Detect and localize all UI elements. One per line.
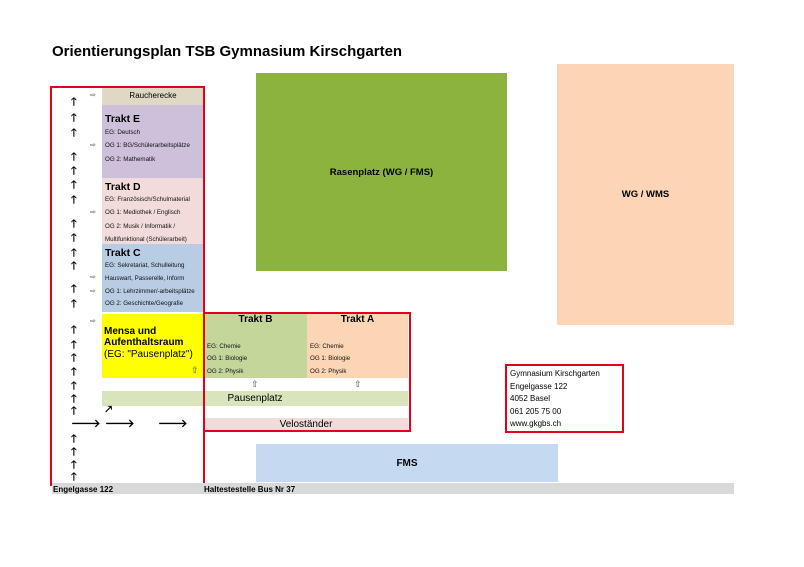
trakt-b-floor: EG: Chemie <box>207 343 241 350</box>
trakt-d-floor: EG: Französisch/Schulmaterial <box>105 196 190 203</box>
arrow-up-icon: 🡑 <box>71 218 77 230</box>
entrance-arrow-icon: ⇨ <box>90 209 96 216</box>
trakt-b-floor: OG 1: Biologie <box>207 355 248 362</box>
trakt-a-name: Trakt A <box>340 314 375 325</box>
arrow-up-icon: 🡑 <box>71 247 77 259</box>
pausenplatz-label: Pausenplatz <box>227 393 283 404</box>
arrow-right-icon: 🡒 <box>158 418 188 430</box>
entrance-arrow-icon: ⇨ <box>90 142 96 149</box>
outline-up-arrow-icon: ⇧ <box>354 379 362 389</box>
trakt-d-name: Trakt D <box>105 181 141 193</box>
trakt-c-floor: OG 1: Lehrzimmer/-arbeitsplätze <box>105 288 195 295</box>
arrow-right-icon: 🡒 <box>71 418 101 430</box>
arrow-up-icon: 🡑 <box>71 232 77 244</box>
mensa-name: Aufenthaltsraum <box>104 337 184 348</box>
arrow-up-icon: 🡑 <box>71 165 77 177</box>
arrow-up-icon: 🡑 <box>71 127 77 139</box>
trakt-b-name: Trakt B <box>238 314 273 325</box>
trakt-d-floor: OG 1: Mediothek / Englisch <box>105 209 181 216</box>
trakt-e-floor: OG 1: BG/Schülerarbeitsplätze <box>105 142 190 149</box>
address-street: Engelgasse 122 <box>510 381 568 391</box>
mensa-subtitle: (EG: "Pausenplatz") <box>104 349 193 360</box>
rasenplatz-label: Rasenplatz (WG / FMS) <box>329 166 434 178</box>
arrow-up-icon: 🡑 <box>71 366 77 378</box>
arrow-up-icon: 🡑 <box>71 446 77 458</box>
arrow-up-icon: 🡑 <box>71 471 77 483</box>
arrow-up-icon: 🡑 <box>71 298 77 310</box>
arrow-up-icon: 🡑 <box>71 405 77 417</box>
arrow-up-icon: 🡑 <box>71 112 77 124</box>
school-name: Gymnasium Kirschgarten <box>510 369 600 378</box>
arrow-up-icon: 🡑 <box>71 393 77 405</box>
arrow-up-icon: 🡑 <box>71 260 77 272</box>
arrow-up-icon: 🡑 <box>71 179 77 191</box>
address-city: 4052 Basel <box>510 394 551 403</box>
arrow-up-icon: 🡑 <box>71 283 77 295</box>
address-phone: 061 205 75 00 <box>510 406 562 416</box>
raucherecke-label: Raucherecke <box>129 91 177 100</box>
street-bar <box>52 483 734 494</box>
outline-up-arrow-icon: ⇧ <box>191 365 199 375</box>
rasenplatz-area <box>256 73 507 271</box>
page-title: Orientierungsplan TSB Gymnasium Kirschgarten <box>52 43 403 60</box>
arrow-up-icon: 🡑 <box>71 96 77 108</box>
trakt-b-floor: OG 2: Physik <box>207 368 244 375</box>
wg-wms-area <box>557 64 734 325</box>
mensa-name: Mensa und <box>104 326 157 337</box>
trakt-c-floor: Hauswart, Passerelle, Inform <box>105 275 185 282</box>
arrow-up-icon: 🡑 <box>71 352 77 364</box>
arrow-right-icon: 🡒 <box>105 418 135 430</box>
velostaender-label: Veloständer <box>279 418 333 430</box>
bus-stop-label: Haltestestelle Bus Nr 37 <box>204 485 296 494</box>
trakt-d-floor: Multifunktional (Schülerarbeit) <box>105 236 187 243</box>
trakt-a-floor: OG 1: Biologie <box>310 355 351 362</box>
route-outline-bottom <box>204 312 411 432</box>
fms-label: FMS <box>396 457 418 469</box>
arrow-up-icon: 🡑 <box>71 339 77 351</box>
arrow-up-icon: 🡑 <box>71 324 77 336</box>
arrow-up-icon: 🡑 <box>71 380 77 392</box>
street-engelgasse: Engelgasse 122 <box>53 485 114 494</box>
wg-wms-label: WG / WMS <box>621 189 670 200</box>
trakt-a-floor: OG 2: Physik <box>310 368 347 375</box>
entrance-arrow-icon: ⇨ <box>90 288 96 295</box>
entrance-arrow-icon: ⇨ <box>90 274 96 281</box>
trakt-c-floor: EG: Sekretariat, Schulleitung <box>105 262 185 269</box>
arrow-up-icon: 🡑 <box>71 151 77 163</box>
fms-area <box>256 444 558 482</box>
trakt-d-floor: OG 2: Musik / Informatik / <box>105 223 176 230</box>
trakt-e-floor: EG: Deutsch <box>105 129 141 136</box>
trakt-e-floor: OG 2: Mathematik <box>105 156 156 163</box>
entrance-arrow-icon: ⇨ <box>90 92 96 99</box>
trakt-c-name: Trakt C <box>105 247 141 259</box>
trakt-e-name: Trakt E <box>105 113 141 125</box>
outline-up-arrow-icon: ⇧ <box>251 379 259 389</box>
arrow-up-right-icon: 🡕 <box>105 404 113 416</box>
trakt-c-floor: OG 2: Geschichte/Geografie <box>105 300 184 307</box>
arrow-up-icon: 🡑 <box>71 194 77 206</box>
address-website[interactable]: www.gkgbs.ch <box>510 419 562 428</box>
arrow-up-icon: 🡑 <box>71 433 77 445</box>
entrance-arrow-icon: ⇨ <box>90 318 96 325</box>
arrow-up-icon: 🡑 <box>71 459 77 471</box>
trakt-a-floor: EG: Chemie <box>310 343 344 350</box>
address-box <box>505 364 624 433</box>
